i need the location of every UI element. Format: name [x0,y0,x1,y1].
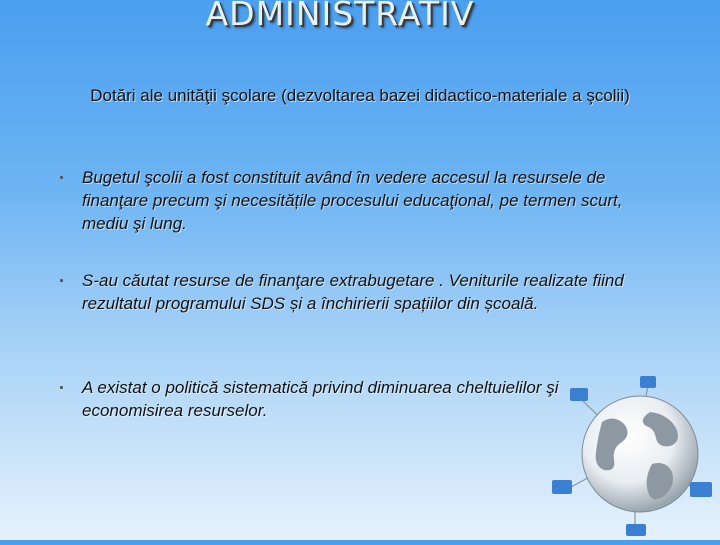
bullet-item [60,166,640,235]
slide-subtitle: Dotări ale unităţii şcolare (dezvoltarea bazei didactico-materiale a şcolii) [90,86,630,105]
bullet-dot-icon [60,386,63,389]
bullet-item [60,269,640,315]
bullet-text: A existat o politică sistematică privind diminuarea cheltuielilor şi economisirea resurselor. [82,378,559,420]
globe-network-icon [540,372,720,540]
bullet-text: Bugetul şcolii a fost constituit având în vedere accesul la resursele de finanţare precum şi necesitățile procesului educaţional, pe termen scurt, mediu şi lung. [82,168,623,233]
slide-title: ADMINISTRATIV [205,0,475,33]
bullet-text: S-au căutat resurse de finanţare extrabugetare . Veniturile realizate fiind rezultatul programului SDS și a închirierii spațiilor din școală. [82,271,624,313]
bullet-dot-icon [60,176,63,179]
bullet-item [60,376,560,422]
bullet-dot-icon [60,279,63,282]
